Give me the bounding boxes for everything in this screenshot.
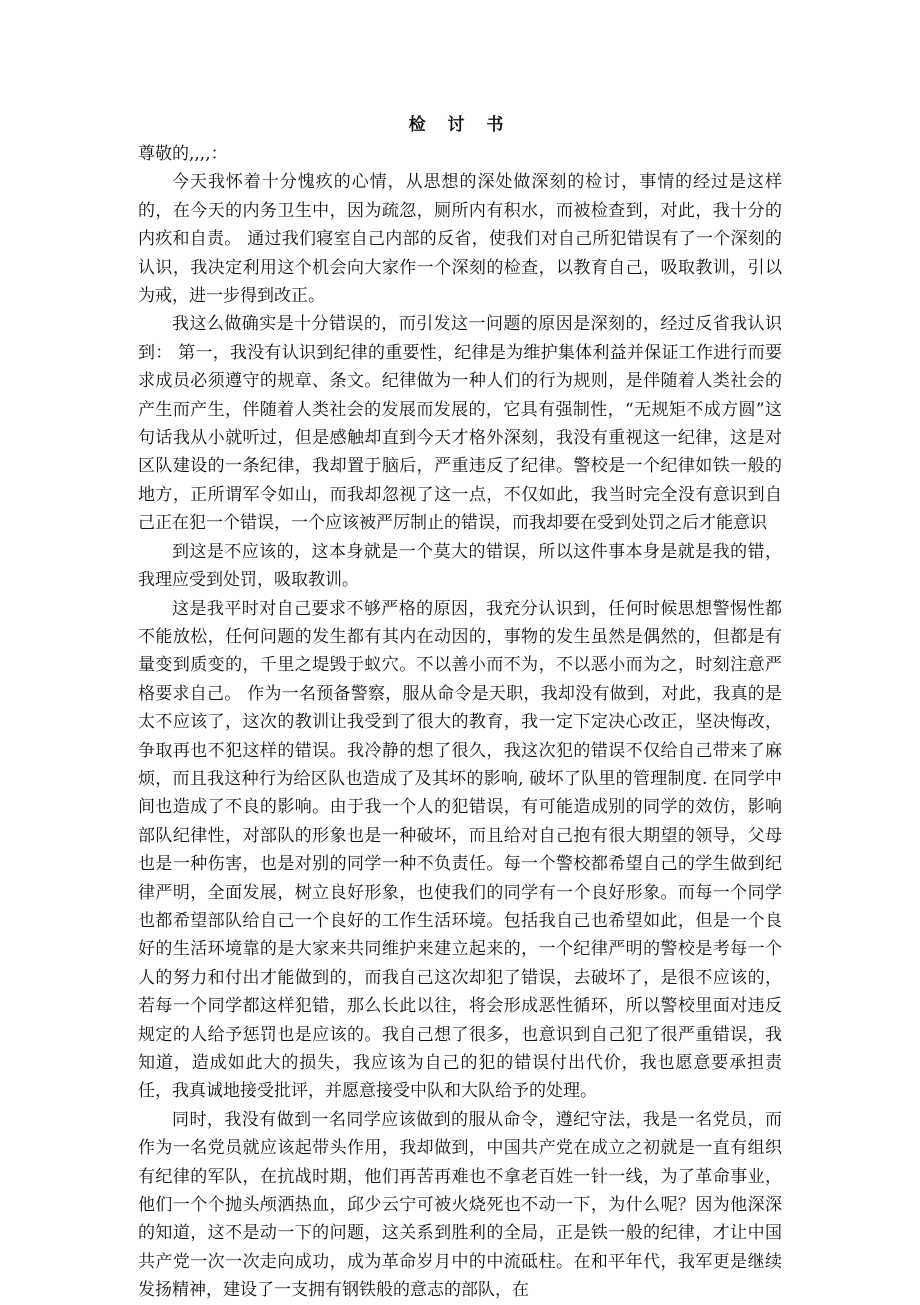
document-page — [138, 110, 782, 1305]
paragraph-2: 我这么做确实是十分错误的，而引发这一问题的原因是深刻的，经过反省我认识到： 第一，我没有认识到纪律的重要性，纪律是为维护集体利益并保证工作进行而要求成员必须遵守的规章、条文。纪律做为一种人们的行为规则，是伴随着人类社会的产生而产生，伴随着人类社会的发展而发展的，它具有强制性，“无规矩不成方圆”这句话我从小就听过，但是感触却直到今天才格外深刻，我没有重视这一纪律，这是对区队建设的一条纪律，我却置于脑后，严重违反了纪律。警校是一个纪律如铁一般的地方，正所谓军令如山，而我却忽视了这一点，不仅如此，我当时完全没有意识到自己正在犯一个错误，一个应该被严厉制止的错误，而我却要在受到处罚之后才能意识 — [138, 314, 782, 534]
paragraph-1: 今天我怀着十分愧疚的心情，从思想的深处做深刻的检讨，事情的经过是这样的，在今天的内务卫生中，因为疏忽，厕所内有积水，而被检查到，对此，我十分的内疚和自责。 通过我们寝室自己内部的反省，使我们对自己所犯错误有了一个深刻的认识，我决定利用这个机会向大家作一个深刻的检查，以教育自己，吸取教训，引以为戒，进一步得到改正。 — [138, 172, 782, 307]
document-title: 检 讨 书 — [408, 115, 512, 135]
paragraph-4: 这是我平时对自己要求不够严格的原因，我充分认识到，任何时候思想警惕性都不能放松，任何问题的发生都有其内在动因的，事物的发生虽然是偶然的，但都是有量变到质变的，千里之堤毁于蚁穴。不以善小而不为，不以恶小而为之，时刻注意严格要求自己。 作为一名预备警察，服从命令是天职，我却没有做到，对此，我真的是太不应该了，这次的教训让我受到了很大的教育，我一定下定决心改正，坚决悔改，争取再也不犯这样的错误。我冷静的想了很久，我这次犯的错误不仅给自己带来了麻烦，而且我这种行为给区队也造成了及其坏的影响, 破坏了队里的管理制度. 在同学中间也造成了不良的影响。由于我一个人的犯错误，有可能造成别的同学的效仿，影响部队纪律性，对部队的形象也是一种破坏，而且给对自己抱有很大期望的领导，父母也是一种伤害，也是对别的同学一种不负责任。每一个警校都希望自己的学生做到纪律严明，全面发展，树立良好形象，也使我们的同学有一个良好形象。而每一个同学也都希望部队给自己一个良好的工作生活环境。包括我自己也希望如此，但是一个良好的生活环境靠的是大家来共同维护来建立起来的，一个纪律严明的警校是考每一个人的努力和付出才能做到的，而我自己这次却犯了错误，去破坏了，是很不应该的，若每一个同学都这样犯错，那么长此以往，将会形成恶性循环，所以警校里面对违反规定的人给予惩罚也是应该的。我自己想了很多，也意识到自己犯了很严重错误，我知道，造成如此大的损失，我应该为自己的犯的错误付出代价，我也愿意要承担责任，我真诚地接受批评，并愿意接受中队和大队给予的处理。 — [138, 598, 782, 1102]
salutation: 尊敬的,,,,： — [138, 144, 228, 164]
paragraph-3: 到这是不应该的，这本身就是一个莫大的错误，所以这件事本身是就是我的错，我理应受到处罚，吸取教训。 — [138, 541, 782, 591]
paragraph-5: 同时，我没有做到一名同学应该做到的服从命令，遵纪守法，我是一名党员，而作为一名党员就应该起带头作用，我却做到，中国共产党在成立之初就是一直有组织有纪律的军队，在抗战时期，他们再苦再难也不拿老百姓一针一线，为了革命事业，他们一个个抛头颅洒热血，邱少云宁可被火烧死也不动一下，为什么呢？因为他深深的知道，这不是动一下的问题，这关系到胜利的全局，正是铁一般的纪律，才让中国共产党一次一次走向成功，成为革命岁月中的中流砥柱。在和平年代，我军更是继续发扬精神，建设了一支拥有钢铁般的意志的部队，在 — [138, 1109, 782, 1301]
